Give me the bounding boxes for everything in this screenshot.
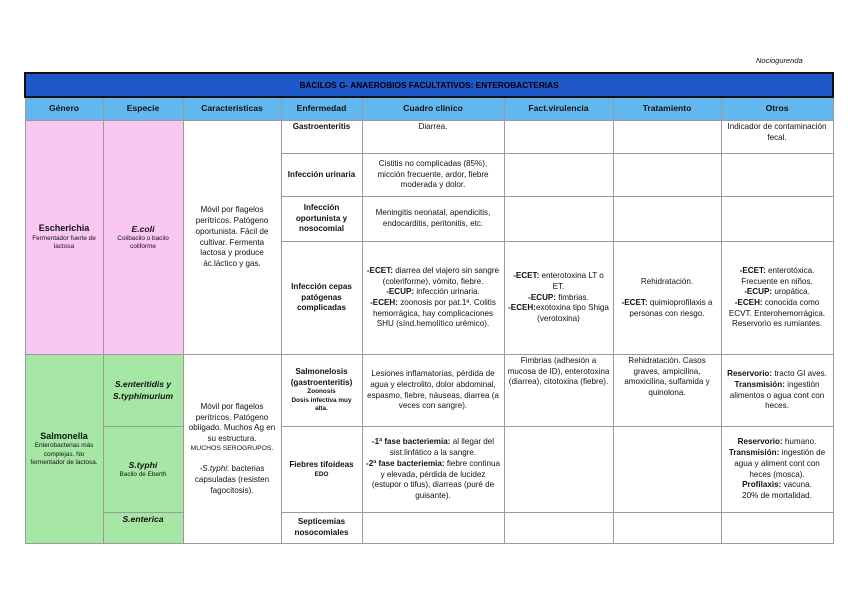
enterobacteria-table (24, 72, 834, 544)
genus-name: Salmonella (40, 430, 88, 441)
virulence-cell: Fimbrias (adhesión a mucosa de ID), enterotoxina (diarrea), citotoxina (fiebre). (504, 355, 613, 427)
clinical-cell: Cistitis no complicadas (85%), micción frecuente, ardor, fiebre moderada y dolor. (362, 154, 504, 197)
clinical-cell: Meningitis neonatal, apendicitis, endocarditis, peritonitis, etc. (362, 197, 504, 242)
header-treatment: Tratamiento (613, 97, 721, 121)
header-genus: Género (25, 97, 103, 121)
table-row (25, 121, 833, 154)
author-signature: Nociogurenda (756, 56, 803, 65)
species-name: S.typhi (128, 459, 158, 470)
header-disease: Enfermedad (281, 97, 362, 121)
species-name: E.coli (131, 223, 155, 234)
species-note: Colibacilo o bacilo coliforme (117, 234, 169, 251)
other-cell (721, 197, 833, 242)
treatment-cell (613, 154, 721, 197)
disease-cell: Infección oportunista y nosocomial (281, 197, 362, 242)
disease-cell: Fiebres tifoideas EDO (281, 427, 362, 513)
genus-note: Enterobacterias más complejas. No fermentador de lactosa. (30, 442, 98, 467)
header-virulence: Fact.virulencia (504, 97, 613, 121)
virulence-cell: -ECET: enterotoxina LT o ET. -ECUP: fimbrias. -ECEH:exotoxina tipo Shiga (verotoxina) (504, 242, 613, 355)
virulence-cell (504, 197, 613, 242)
treatment-cell (613, 197, 721, 242)
virulence-cell (504, 154, 613, 197)
genus-salmonella-cell (25, 355, 103, 544)
disease-cell: Infección cepas patógenas complicadas (281, 242, 362, 355)
table-title: BACILOS G- ANAEROBIOS FACULTATIVOS: ENTEROBACTERIAS (25, 73, 833, 97)
species-note: Bacilo de Eberth (119, 471, 167, 478)
other-cell: Reservorio: humano. Transmisión: ingestión de agua y aliment cont con heces (mosca). Profilaxis: vacuna. 20% de mortalidad. (721, 427, 833, 513)
treatment-cell (613, 427, 721, 513)
table-row (25, 427, 833, 513)
other-cell: -ECET: enterotóxica. Frecuente en niños. -ECUP: uropática. -ECEH: conocida como ECVT. Enterohemorrágica. Reservorio es rumiantes. (721, 242, 833, 355)
species-ecoli-cell (103, 121, 183, 355)
treatment-cell: Rehidratación. Casos graves, ampicilina, amoxicilina, sulfamida y quinolona. (613, 355, 721, 427)
title-row (25, 73, 833, 97)
clinical-cell: Lesiones inflamatorias, pérdida de agua y electrolito, dolor abdominal, espasmo, fiebre, náuseas, diarrea (a veces con sangre). (362, 355, 504, 427)
species-enteritidis-cell (103, 355, 183, 427)
header-species: Especie (103, 97, 183, 121)
virulence-cell (504, 121, 613, 154)
species-enterica-cell (103, 513, 183, 544)
clinical-cell (362, 513, 504, 544)
treatment-cell (613, 121, 721, 154)
other-cell (721, 513, 833, 544)
table-row (25, 513, 833, 544)
other-cell: Reservorio: tracto GI aves. Transmisión: ingestión alimentos o agua cont con heces. (721, 355, 833, 427)
virulence-cell (504, 427, 613, 513)
header-characteristics: Características (183, 97, 281, 121)
treatment-cell (613, 513, 721, 544)
disease-cell: Gastroenteritis (281, 121, 362, 154)
other-cell (721, 154, 833, 197)
species-name: S.enteritidis y S.typhimurium (112, 379, 174, 401)
species-typhi-cell (103, 427, 183, 513)
other-cell: Indicador de contaminación fecal. (721, 121, 833, 154)
disease-cell: Salmonelosis (gastroenteritis) Zoonosis Dosis infectiva muy alta. (281, 355, 362, 427)
header-row (25, 97, 833, 121)
header-other: Otros (721, 97, 833, 121)
table-row (25, 355, 833, 427)
genus-note: Fermentador fuerte de lactosa (32, 235, 96, 251)
disease-cell: Septicemias nosocomiales (281, 513, 362, 544)
disease-cell: Infección urinaria (281, 154, 362, 197)
species-name: S.enterica (122, 514, 164, 524)
clinical-cell: -ECET: diarrea del viajero sin sangre (coleriforme), vómito, fiebre. -ECUP: infección urinaria. -ECEH: zoonosis por pat.1ª. Colitis hemorrágica, hay complicaciones SHU (sínd.hemolítico urémico). (362, 242, 504, 355)
virulence-cell (504, 513, 613, 544)
genus-escherichia-cell (25, 121, 103, 355)
clinical-cell: Diarrea. (362, 121, 504, 154)
genus-name: Escherichia (38, 223, 90, 234)
clinical-cell: -1ª fase bacteriemia: al llegar del sist.linfático a la sangre. -2ª fase bacteriemia: fiebre continua y elevada, pérdida de lucidez (estupor o tifus), diarreas (puré de guisante). (362, 427, 504, 513)
characteristics-salmonella: Móvil por flagelos perítricos. Patógeno obligado. Muchos Ag en su estructura. MUCHOS SEROGRUPOS. -S.typhi: bacterias capsuladas (resisten fagocitosis). (183, 355, 281, 544)
treatment-cell: Rehidratación. -ECET: quimioprofilaxis a personas con riesgo. (613, 242, 721, 355)
characteristics-escherichia: Móvil por flagelos perítricos. Patógeno oportunista. Fácil de cultivar. Fermenta lactosa y produce ác.láctico y gas. (183, 121, 281, 355)
header-clinical: Cuadro clínico (362, 97, 504, 121)
